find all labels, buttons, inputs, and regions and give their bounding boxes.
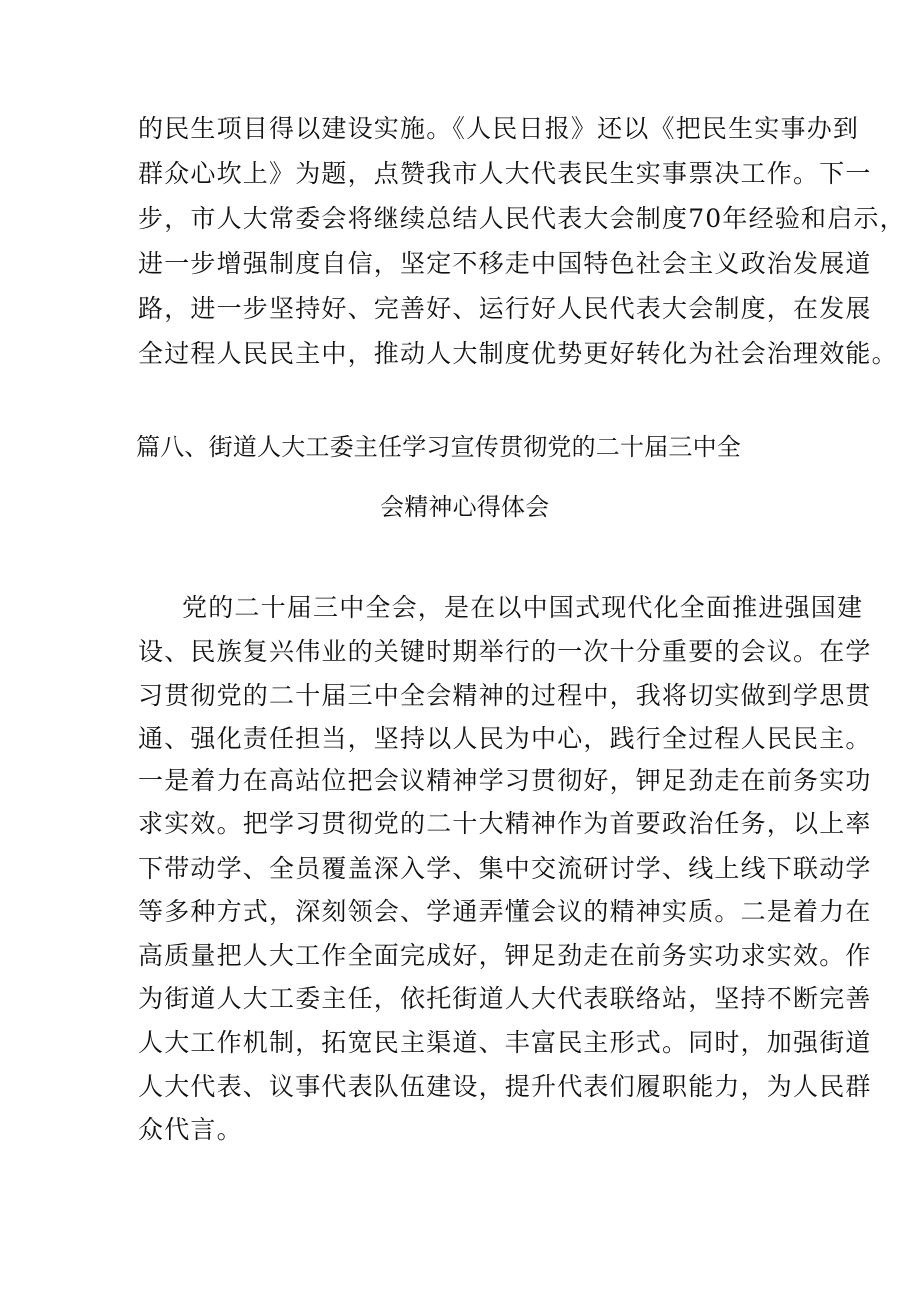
- paragraph-1-line: 全过程人民民主中，推动人大制度优势更好转化为社会治理效能。: [138, 339, 898, 368]
- paragraph-2-line: 众代言。: [138, 1115, 243, 1144]
- section-heading-line-1: 篇八、街道人大工委主任学习宣传贯彻党的二十届三中全: [136, 433, 741, 461]
- paragraph-1-line: 路，进一步坚持好、完善好、运行好人民代表大会制度，在发展: [138, 294, 872, 323]
- paragraph-1-line: 进一步增强制度自信，坚定不移走中国特色社会主义政治发展道: [138, 249, 872, 278]
- paragraph-1-line: 步，市人大常委会将继续总结人民代表大会制度70年经验和启示，: [138, 204, 906, 233]
- paragraph-2-line: 为街道人大工委主任，依托街道人大代表联络站，坚持不断完善: [138, 984, 872, 1013]
- section-heading-line-2: 会精神心得体会: [380, 493, 550, 521]
- paragraph-2-line: 等多种方式，深刻领会、学通弄懂会议的精神实质。二是着力在: [138, 897, 872, 926]
- paragraph-2-line: 高质量把人大工作全面完成好，钾足劲走在前务实功求实效。作: [138, 941, 872, 970]
- paragraph-2-line: 一是着力在高站位把会议精神学习贯彻好，钾足劲走在前务实功: [138, 766, 872, 795]
- paragraph-2-line: 习贯彻党的二十届三中全会精神的过程中，我将切实做到学思贯: [138, 681, 872, 710]
- paragraph-1-line: 群众心坎上》为题，点赞我市人大代表民生实事票决工作。下一: [138, 159, 872, 188]
- paragraph-2-line: 人大代表、议事代表队伍建设，提升代表们履职能力，为人民群: [138, 1072, 872, 1101]
- paragraph-2-line: 人大工作机制，拓宽民主渠道、丰富民主形式。同时，加强街道: [138, 1028, 872, 1057]
- paragraph-2-line: 下带动学、全员覆盖深入学、集中交流研讨学、线上线下联动学: [138, 854, 872, 883]
- paragraph-2-line: 求实效。把学习贯彻党的二十大精神作为首要政治任务，以上率: [138, 809, 872, 838]
- paragraph-2-line: 设、民族复兴伟业的关键时期举行的一次十分重要的会议。在学: [138, 637, 872, 666]
- paragraph-2-line: 党的二十届三中全会，是在以中国式现代化全面推进强国建: [182, 593, 864, 622]
- paragraph-2-line: 通、强化责任担当，坚持以人民为中心，践行全过程人民民主。: [138, 724, 872, 753]
- paragraph-1-line: 的民生项目得以建设实施。《人民日报》还以《把民生实事办到: [138, 114, 860, 143]
